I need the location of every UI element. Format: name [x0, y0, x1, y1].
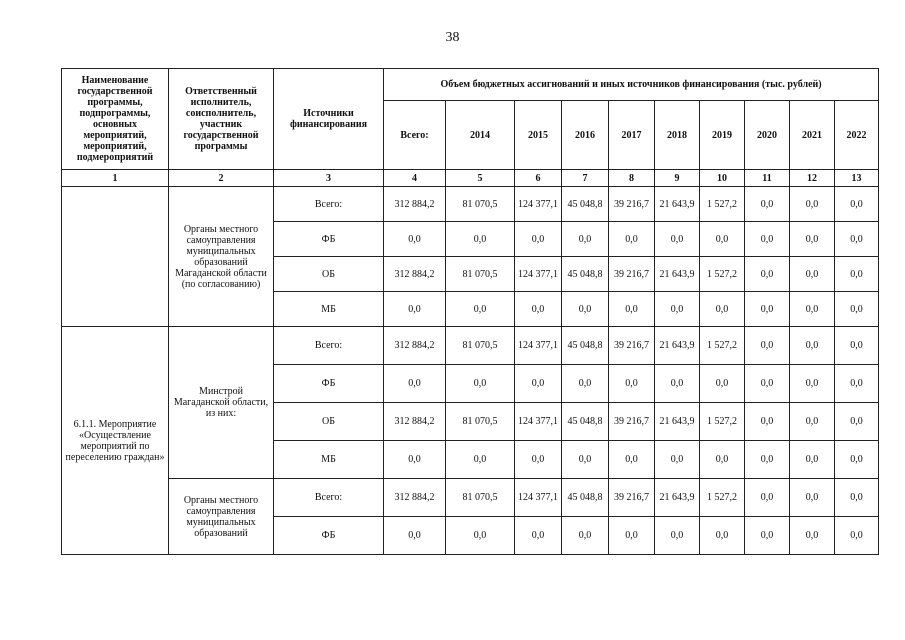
value-cell: 0,0 — [745, 257, 790, 292]
value-cell: 0,0 — [790, 365, 835, 403]
value-cell: 21 643,9 — [655, 327, 700, 365]
header-year: 2018 — [655, 101, 700, 170]
value-cell: 81 070,5 — [446, 187, 515, 222]
value-cell: 0,0 — [835, 187, 879, 222]
value-cell: 0,0 — [745, 327, 790, 365]
value-cell: 0,0 — [790, 327, 835, 365]
value-cell: 0,0 — [790, 517, 835, 555]
value-cell: 45 048,8 — [562, 403, 609, 441]
value-cell: 0,0 — [562, 365, 609, 403]
value-cell: 39 216,7 — [609, 479, 655, 517]
source-cell: ФБ — [274, 517, 384, 555]
value-cell: 0,0 — [515, 441, 562, 479]
header-year: 2020 — [745, 101, 790, 170]
value-cell: 0,0 — [446, 441, 515, 479]
value-cell: 0,0 — [562, 517, 609, 555]
header-year: 2014 — [446, 101, 515, 170]
value-cell: 0,0 — [384, 365, 446, 403]
value-cell: 0,0 — [790, 479, 835, 517]
value-cell: 0,0 — [790, 441, 835, 479]
column-number: 8 — [609, 170, 655, 187]
value-cell: 0,0 — [745, 187, 790, 222]
header-sources: Источники финансирования — [274, 69, 384, 170]
header-name: Наименование государственной программы, подпрограммы, основных мероприятий, мероприятий, подмероприятий — [62, 69, 169, 170]
value-cell: 0,0 — [655, 292, 700, 327]
value-cell: 0,0 — [790, 292, 835, 327]
value-cell: 39 216,7 — [609, 327, 655, 365]
value-cell: 0,0 — [835, 257, 879, 292]
value-cell: 0,0 — [609, 292, 655, 327]
value-cell: 0,0 — [790, 257, 835, 292]
source-cell: МБ — [274, 441, 384, 479]
source-cell: Всего: — [274, 187, 384, 222]
value-cell: 0,0 — [446, 292, 515, 327]
value-cell: 45 048,8 — [562, 479, 609, 517]
value-cell: 1 527,2 — [700, 479, 745, 517]
source-cell: ОБ — [274, 257, 384, 292]
header-year: 2019 — [700, 101, 745, 170]
value-cell: 312 884,2 — [384, 257, 446, 292]
value-cell: 0,0 — [609, 222, 655, 257]
header-year: 2021 — [790, 101, 835, 170]
value-cell: 0,0 — [562, 441, 609, 479]
column-number: 3 — [274, 170, 384, 187]
value-cell: 312 884,2 — [384, 327, 446, 365]
value-cell: 0,0 — [790, 187, 835, 222]
column-number: 7 — [562, 170, 609, 187]
value-cell: 124 377,1 — [515, 403, 562, 441]
value-cell: 0,0 — [745, 479, 790, 517]
value-cell: 0,0 — [790, 403, 835, 441]
value-cell: 0,0 — [745, 403, 790, 441]
value-cell: 0,0 — [745, 222, 790, 257]
column-number: 10 — [700, 170, 745, 187]
value-cell: 0,0 — [655, 517, 700, 555]
table-row — [62, 327, 879, 365]
value-cell: 21 643,9 — [655, 187, 700, 222]
value-cell: 0,0 — [835, 327, 879, 365]
header-budget-volume: Объем бюджетных ассигнований и иных источников финансирования (тыс. рублей) — [384, 69, 879, 101]
executor-cell: Органы местного самоуправления муниципальных образований Магаданской области (по согласованию) — [169, 187, 274, 327]
header-year: 2017 — [609, 101, 655, 170]
value-cell: 0,0 — [835, 222, 879, 257]
source-cell: Всего: — [274, 479, 384, 517]
budget-table — [61, 68, 879, 555]
value-cell: 45 048,8 — [562, 257, 609, 292]
table-row — [62, 479, 879, 517]
value-cell: 45 048,8 — [562, 327, 609, 365]
value-cell: 0,0 — [700, 517, 745, 555]
value-cell: 0,0 — [515, 292, 562, 327]
value-cell: 124 377,1 — [515, 187, 562, 222]
value-cell: 0,0 — [446, 517, 515, 555]
value-cell: 0,0 — [655, 441, 700, 479]
table-row — [62, 187, 879, 222]
value-cell: 0,0 — [835, 403, 879, 441]
value-cell: 81 070,5 — [446, 479, 515, 517]
value-cell: 0,0 — [384, 441, 446, 479]
value-cell: 312 884,2 — [384, 187, 446, 222]
column-number: 11 — [745, 170, 790, 187]
page-number: 38 — [445, 30, 460, 45]
value-cell: 124 377,1 — [515, 257, 562, 292]
value-cell: 0,0 — [515, 222, 562, 257]
header-executor: Ответственный исполнитель, соисполнитель, участник государственной программы — [169, 69, 274, 170]
header-year: 2022 — [835, 101, 879, 170]
value-cell: 0,0 — [655, 365, 700, 403]
value-cell: 124 377,1 — [515, 479, 562, 517]
value-cell: 0,0 — [700, 222, 745, 257]
value-cell: 1 527,2 — [700, 257, 745, 292]
header-year: 2015 — [515, 101, 562, 170]
source-cell: ФБ — [274, 365, 384, 403]
column-number: 5 — [446, 170, 515, 187]
value-cell: 0,0 — [384, 222, 446, 257]
value-cell: 81 070,5 — [446, 257, 515, 292]
value-cell: 21 643,9 — [655, 257, 700, 292]
value-cell: 1 527,2 — [700, 327, 745, 365]
source-cell: МБ — [274, 292, 384, 327]
value-cell: 0,0 — [384, 517, 446, 555]
value-cell: 0,0 — [700, 441, 745, 479]
executor-cell: Минстрой Магаданской области, из них: — [169, 327, 274, 479]
column-number: 2 — [169, 170, 274, 187]
value-cell: 0,0 — [745, 365, 790, 403]
value-cell: 0,0 — [835, 517, 879, 555]
value-cell: 39 216,7 — [609, 257, 655, 292]
column-number: 12 — [790, 170, 835, 187]
value-cell: 0,0 — [835, 441, 879, 479]
value-cell: 0,0 — [835, 479, 879, 517]
source-cell: Всего: — [274, 327, 384, 365]
value-cell: 0,0 — [700, 365, 745, 403]
value-cell: 0,0 — [745, 517, 790, 555]
value-cell: 0,0 — [835, 365, 879, 403]
column-number: 13 — [835, 170, 879, 187]
column-number: 6 — [515, 170, 562, 187]
column-number: 9 — [655, 170, 700, 187]
value-cell: 81 070,5 — [446, 327, 515, 365]
value-cell: 0,0 — [446, 222, 515, 257]
header-year: 2016 — [562, 101, 609, 170]
value-cell: 0,0 — [609, 517, 655, 555]
value-cell: 0,0 — [609, 441, 655, 479]
value-cell: 0,0 — [384, 292, 446, 327]
value-cell: 81 070,5 — [446, 403, 515, 441]
value-cell: 0,0 — [515, 517, 562, 555]
value-cell: 1 527,2 — [700, 187, 745, 222]
value-cell: 0,0 — [446, 365, 515, 403]
value-cell: 0,0 — [745, 292, 790, 327]
value-cell: 0,0 — [790, 222, 835, 257]
value-cell: 0,0 — [835, 292, 879, 327]
measure-name-cell: 6.1.1. Мероприятие «Осуществление мероприятий по переселению граждан» — [62, 327, 169, 555]
value-cell: 0,0 — [700, 292, 745, 327]
executor-cell: Органы местного самоуправления муниципальных образований — [169, 479, 274, 555]
header-year: Всего: — [384, 101, 446, 170]
value-cell: 0,0 — [562, 292, 609, 327]
value-cell: 39 216,7 — [609, 187, 655, 222]
value-cell: 0,0 — [515, 365, 562, 403]
empty-name-cell — [62, 187, 169, 327]
source-cell: ОБ — [274, 403, 384, 441]
value-cell: 1 527,2 — [700, 403, 745, 441]
value-cell: 312 884,2 — [384, 403, 446, 441]
value-cell: 0,0 — [655, 222, 700, 257]
value-cell: 21 643,9 — [655, 403, 700, 441]
value-cell: 45 048,8 — [562, 187, 609, 222]
value-cell: 0,0 — [609, 365, 655, 403]
column-number: 4 — [384, 170, 446, 187]
value-cell: 124 377,1 — [515, 327, 562, 365]
value-cell: 0,0 — [562, 222, 609, 257]
value-cell: 39 216,7 — [609, 403, 655, 441]
source-cell: ФБ — [274, 222, 384, 257]
value-cell: 312 884,2 — [384, 479, 446, 517]
column-number: 1 — [62, 170, 169, 187]
value-cell: 0,0 — [745, 441, 790, 479]
value-cell: 21 643,9 — [655, 479, 700, 517]
